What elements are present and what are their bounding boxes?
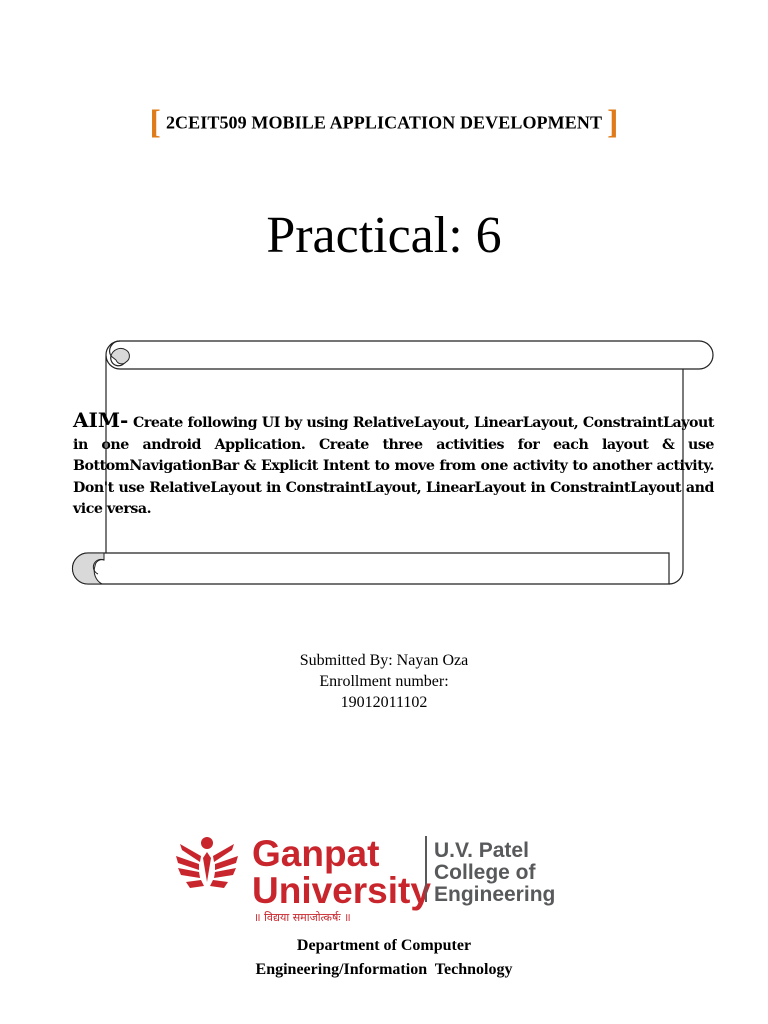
course-header (0, 104, 768, 142)
department-block (0, 934, 768, 982)
submission-block (0, 650, 768, 713)
logo-college-line1: U.V. Patel (434, 839, 529, 862)
university-logo (172, 830, 572, 930)
aim-paragraph (73, 410, 714, 521)
enrollment-number: 19012011102 (340, 694, 428, 711)
submitted-by: Submitted By: Nayan Oza (299, 652, 469, 669)
bracket-close: ] (607, 104, 619, 141)
logo-motto: ॥ विद्यया समाजोत्कर्षः ॥ (254, 911, 351, 924)
logo-university-line1: Ganpat (252, 833, 380, 874)
university-emblem-icon (176, 837, 238, 888)
aim-text: Create following UI by using RelativeLayout, LinearLayout, ConstraintLayout in one android Application. Create three activities for each layout & use BottomNavigationBar & Explicit Intent to move from one activity to another activity. Don't use RelativeLayout in ConstraintLayout, LinearLayout in ConstraintLayout and vice versa. (73, 415, 714, 517)
practical-title: Practical: 6 (266, 207, 502, 264)
aim-label: AIM- (73, 408, 129, 432)
course-title: 2CEIT509 MOBILE APPLICATION DEVELOPMENT (165, 112, 603, 133)
department-line1: Department of Computer (296, 937, 472, 954)
bracket-open: [ (149, 104, 161, 141)
enrollment-label: Enrollment number: (319, 673, 449, 690)
logo-college-line2: College of (434, 861, 536, 884)
department-line2: Engineering/Information Technology (255, 961, 513, 978)
logo-college-line3: Engineering (434, 883, 556, 906)
logo-university-line2: University (252, 870, 431, 911)
